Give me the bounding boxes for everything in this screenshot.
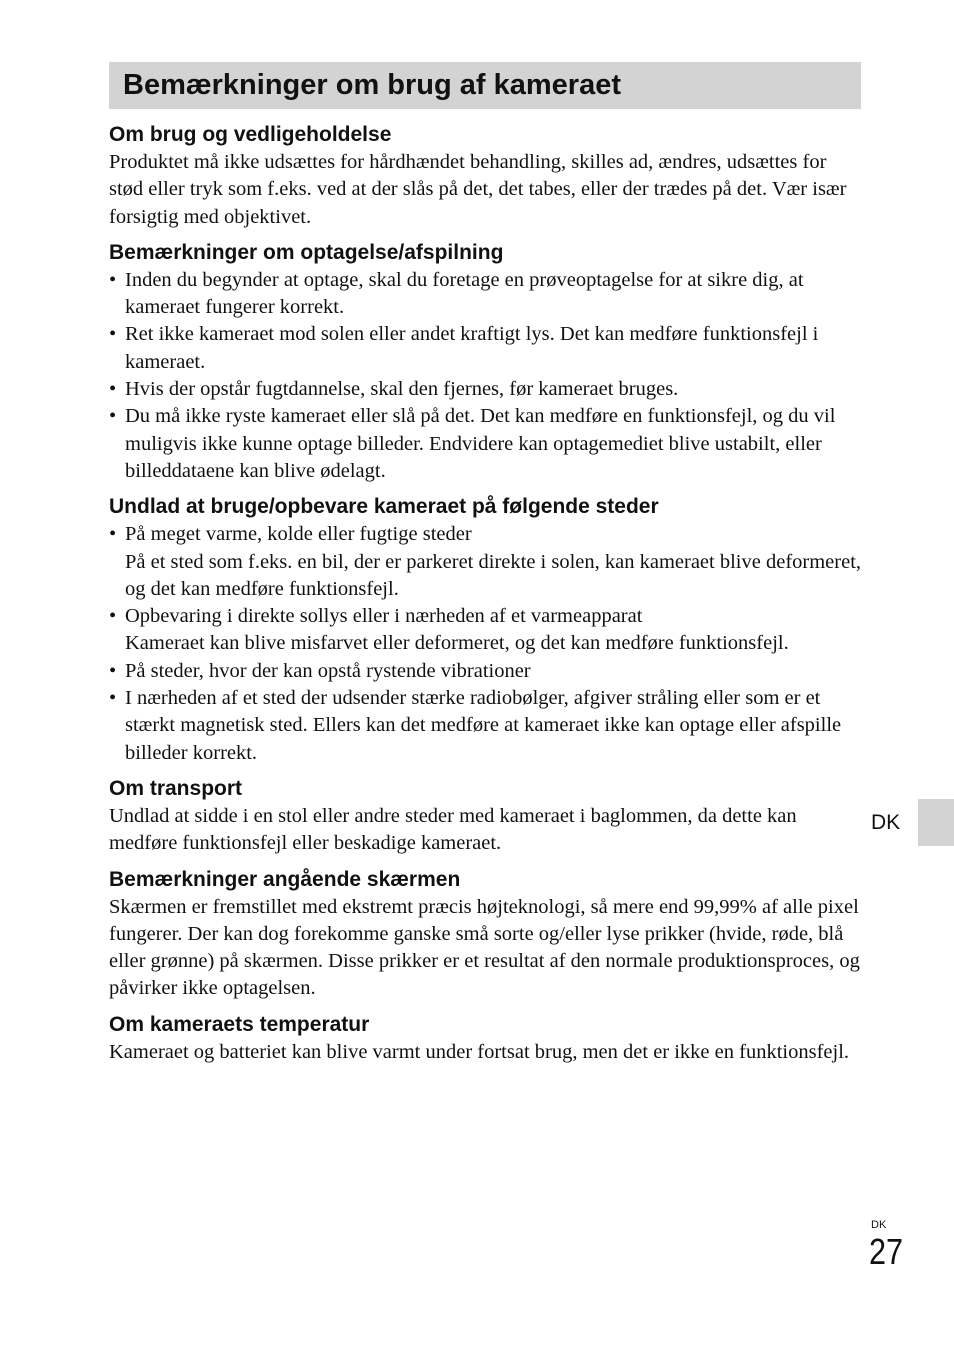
list-item xyxy=(109,685,861,767)
section-temperature xyxy=(109,1010,861,1066)
language-side-label: DK xyxy=(871,811,901,834)
list-item: • Du må ikke ryste kameraet eller slå på det. Det kan medføre en funktionsfejl, og du vil muligvis ikke kunne optage billeder. Endvidere kan optagemediet blive ustabilt, eller billeddataene kan blive ødelagt. xyxy=(109,403,861,485)
list-item xyxy=(109,658,861,685)
page-number: 27 xyxy=(869,1231,904,1272)
section-use-maintenance xyxy=(109,120,861,231)
section-heading: Om brug og vedligeholdelse xyxy=(109,123,392,146)
list-item-main: På meget varme, kolde eller fugtige steder xyxy=(125,523,472,546)
section-paragraph: Undlad at sidde i en stol eller andre steder med kameraet i baglommen, da dette kan medføre funktionsfejl eller beskadige kameraet. xyxy=(109,804,797,855)
section-heading: Om kameraets temperatur xyxy=(109,1012,370,1036)
list-item-main: Opbevaring i direkte sollys eller i nærheden af et varmeapparat xyxy=(125,605,643,628)
bullet-list xyxy=(109,267,861,485)
list-item: • Inden du begynder at optage, skal du foretage en prøveoptagelse for at sikre dig, at kameraet fungerer korrekt. xyxy=(109,267,861,322)
list-item: • Ret ikke kameraet mod solen eller andet kraftigt lys. Det kan medføre funktionsfejl i kameraet. xyxy=(109,321,861,376)
section-heading: Undlad at bruge/opbevare kameraet på følgende steder xyxy=(109,495,659,519)
list-item: • Hvis der opstår fugtdannelse, skal den fjernes, før kameraet bruges. xyxy=(109,376,861,403)
section-heading: Bemærkninger angående skærmen xyxy=(109,867,461,891)
list-item xyxy=(109,521,861,603)
bullet-list xyxy=(109,521,861,767)
section-paragraph: Produktet må ikke udsættes for hårdhændet behandling, skilles ad, ændres, udsættes for stød eller tryk som f.eks. ved at der slås på det, det tabes, eller der trædes på det. Vær især forsigtig med objektivet. xyxy=(109,151,847,228)
section-screen xyxy=(109,865,861,1003)
section-paragraph: Kameraet og batteriet kan blive varmt under fortsat brug, men det er ikke en funktionsfejl. xyxy=(109,1040,850,1063)
section-recording-playback xyxy=(109,238,861,485)
main-content xyxy=(109,120,861,1073)
section-avoid-locations xyxy=(109,492,861,767)
section-heading: Om transport xyxy=(109,776,243,800)
page-title: Bemærkninger om brug af kameraet xyxy=(123,69,621,101)
page-language-code: DK xyxy=(871,1219,887,1231)
page-title-bar xyxy=(109,62,861,109)
list-item xyxy=(109,603,861,658)
section-paragraph: Skærmen er fremstillet med ekstremt præcis højteknologi, så mere end 99,99% af alle pixel fungerer. Der kan dog forekomme ganske små sorte og/eller lyse prikker (hvide, røde, blå eller grønne) på skærmen. Disse prikker er et resultat af den normale produktionsproces, og påvirker ikke optagelsen. xyxy=(109,895,860,1000)
section-transport xyxy=(109,774,861,858)
list-item-main: I nærheden af et sted der udsender stærke radiobølger, afgiver stråling eller som er et stærkt magnetisk sted. Ellers kan det medføre at kameraet ikke kan optage eller afspille billeder korrekt. xyxy=(125,687,842,764)
list-item-main: På steder, hvor der kan opstå rystende vibrationer xyxy=(125,659,531,682)
section-heading: Bemærkninger om optagelse/afspilning xyxy=(109,240,504,264)
language-side-tab xyxy=(918,799,954,846)
list-item-detail: Kameraet kan blive misfarvet eller deformeret, og det kan medføre funktionsfejl. xyxy=(125,632,789,655)
list-item-detail: På et sted som f.eks. en bil, der er parkeret direkte i solen, kan kameraet blive deformeret, og det kan medføre funktionsfejl. xyxy=(125,550,862,600)
